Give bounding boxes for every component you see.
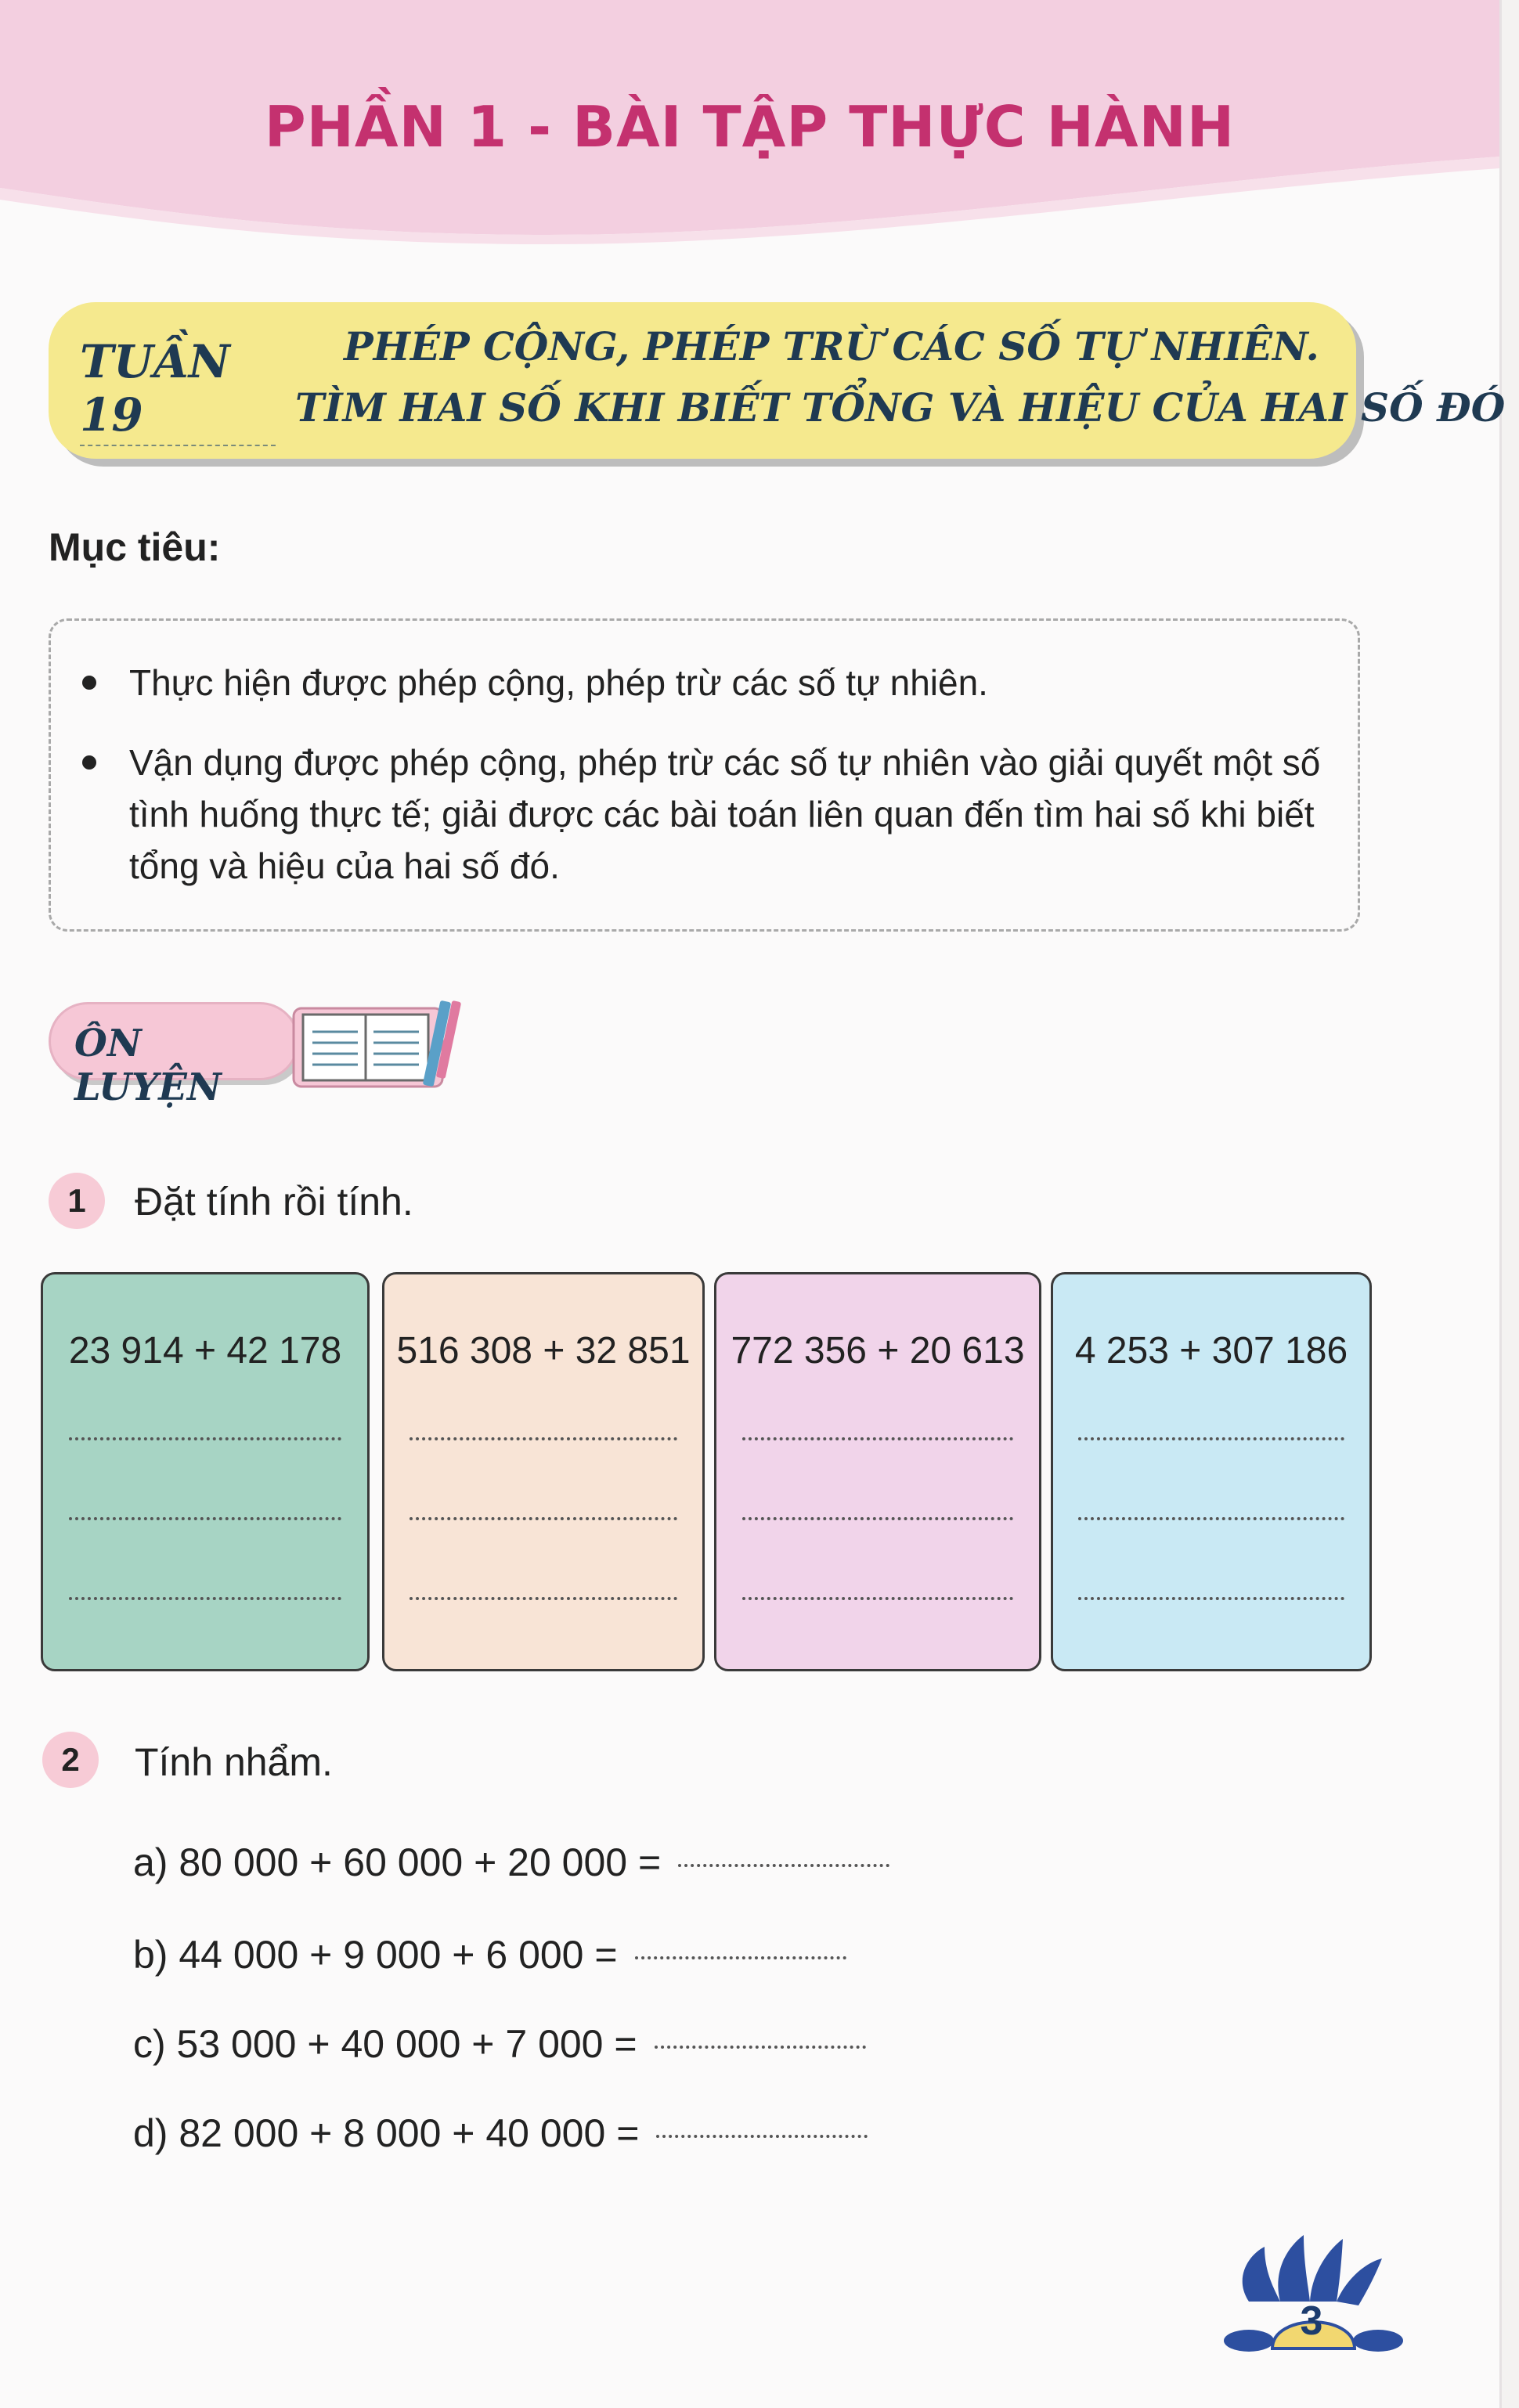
bullet-icon — [82, 755, 96, 770]
calc-expression: 4 253 + 307 186 — [1074, 1330, 1348, 1372]
week-title-line1: PHÉP CỘNG, PHÉP TRỪ CÁC SỐ TỰ NHIÊN. — [344, 323, 1319, 369]
calc-expression: 23 914 + 42 178 — [68, 1330, 342, 1372]
answer-line[interactable] — [742, 1517, 1013, 1520]
objectives-box — [49, 618, 1360, 932]
answer-line[interactable] — [1078, 1517, 1344, 1520]
mental-math-item — [133, 2111, 868, 2156]
answer-line[interactable] — [410, 1597, 677, 1600]
part-title: PHẦN 1 - BÀI TẬP THỰC HÀNH — [264, 94, 1236, 160]
mental-math-item — [133, 2021, 866, 2067]
answer-line[interactable] — [742, 1437, 1013, 1440]
calc-box — [714, 1272, 1041, 1671]
objective-text: Thực hiện được phép cộng, phép trừ các số tự nhiên. — [129, 662, 988, 703]
answer-blank[interactable] — [656, 2135, 868, 2138]
mental-math-expression: a) 80 000 + 60 000 + 20 000 = — [133, 1840, 662, 1884]
answer-line[interactable] — [410, 1517, 677, 1520]
objective-item — [129, 737, 1335, 892]
answer-line[interactable] — [69, 1517, 341, 1520]
calc-expression: 772 356 + 20 613 — [731, 1330, 1025, 1372]
page-number: 3 — [1300, 2298, 1323, 2344]
answer-line[interactable] — [410, 1437, 677, 1440]
bullet-icon — [82, 676, 96, 690]
answer-line[interactable] — [1078, 1597, 1344, 1600]
exercise-2-number: 2 — [42, 1732, 99, 1788]
mental-math-expression: b) 44 000 + 9 000 + 6 000 = — [133, 1933, 618, 1977]
calc-box — [41, 1272, 370, 1671]
answer-blank[interactable] — [678, 1864, 889, 1867]
objectives-heading: Mục tiêu: — [49, 525, 221, 569]
calc-box — [382, 1272, 705, 1671]
week-label: TUẦN 19 — [80, 335, 276, 446]
mental-math-expression: d) 82 000 + 8 000 + 40 000 = — [133, 2111, 640, 2155]
exercise-2-instruction: Tính nhẩm. — [135, 1740, 333, 1784]
exercise-1-instruction: Đặt tính rồi tính. — [135, 1180, 413, 1224]
answer-line[interactable] — [742, 1597, 1013, 1600]
calc-expression: 516 308 + 32 851 — [396, 1330, 691, 1372]
answer-line[interactable] — [69, 1597, 341, 1600]
book-icon — [286, 994, 466, 1096]
practice-tag — [49, 1002, 299, 1109]
objective-item — [129, 657, 1335, 708]
mental-math-item — [133, 1840, 889, 1885]
objective-text: Vận dụng được phép cộng, phép trừ các số tự nhiên vào giải quyết một số tình huống thực tế; giải được các bài toán liên quan đến tìm hai số khi biết tổng và hiệu của hai số đó. — [129, 742, 1321, 886]
answer-blank[interactable] — [635, 1956, 846, 1959]
answer-line[interactable] — [69, 1437, 341, 1440]
week-banner — [49, 302, 1506, 459]
answer-line[interactable] — [1078, 1437, 1344, 1440]
exercise-1-number: 1 — [49, 1173, 105, 1229]
mental-math-expression: c) 53 000 + 40 000 + 7 000 = — [133, 2022, 637, 2066]
practice-tag-label: ÔN LUYỆN — [74, 1022, 222, 1109]
answer-blank[interactable] — [655, 2046, 866, 2049]
week-title — [295, 316, 1506, 438]
week-title-line2: TÌM HAI SỐ KHI BIẾT TỔNG VÀ HIỆU CỦA HAI SỐ ĐÓ — [295, 384, 1506, 431]
mental-math-item — [133, 1932, 846, 1977]
calc-box — [1051, 1272, 1372, 1671]
